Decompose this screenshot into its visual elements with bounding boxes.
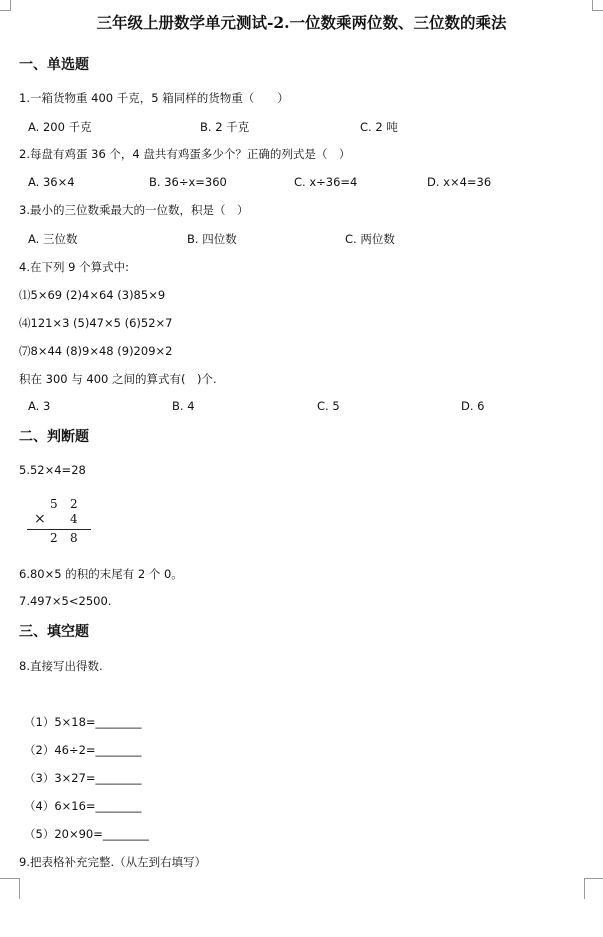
q8-item-5[interactable]: （5）20×90=________ xyxy=(24,827,149,841)
q1-option-a[interactable]: A. 200 千克 xyxy=(28,120,92,134)
crop-mark-bottom-right xyxy=(584,878,603,899)
q2-option-a[interactable]: A. 36×4 xyxy=(28,175,75,189)
q3-option-b[interactable]: B. 四位数 xyxy=(187,232,237,246)
q2-option-b[interactable]: B. 36÷x=360 xyxy=(149,175,227,189)
q8-item-2[interactable]: （2）46÷2=________ xyxy=(24,743,142,757)
q8-item-1[interactable]: （1）5×18=________ xyxy=(24,715,142,729)
section-heading-true-false: 二、判断题 xyxy=(19,429,89,445)
q1-option-c[interactable]: C. 2 吨 xyxy=(360,120,398,134)
question-5: 5.52×4=28 xyxy=(19,463,86,477)
q4-option-b[interactable]: B. 4 xyxy=(172,399,195,413)
product-tens-digit: 2 xyxy=(50,531,58,545)
q8-item-4[interactable]: （4）6×16=________ xyxy=(24,799,142,813)
multiplicand-tens-digit: 5 xyxy=(50,497,58,511)
q8-item-3[interactable]: （3）3×27=________ xyxy=(24,771,142,785)
page-title: 三年级上册数学单元测试-2.一位数乘两位数、三位数的乘法 xyxy=(96,13,507,32)
question-7: 7.497×5<2500. xyxy=(19,594,112,608)
q2-option-c[interactable]: C. x÷36=4 xyxy=(294,175,358,189)
question-6: 6.80×5 的积的末尾有 2 个 0。 xyxy=(19,567,183,581)
q4-question: 积在 300 与 400 之间的算式有( )个. xyxy=(19,372,217,386)
question-2: 2.每盘有鸡蛋 36 个，4 盘共有鸡蛋多少个？正确的列式是（ ） xyxy=(19,147,351,161)
crop-mark-bottom-left xyxy=(0,878,20,899)
question-1: 1.一箱货物重 400 千克，5 箱同样的货物重（ ） xyxy=(19,91,289,105)
q4-option-d[interactable]: D. 6 xyxy=(461,399,485,413)
q1-option-b[interactable]: B. 2 千克 xyxy=(200,120,250,134)
product-ones-digit: 8 xyxy=(70,531,78,545)
section-heading-single-choice: 一、单选题 xyxy=(19,57,89,73)
q4-expressions-row-3: ⑺8×44 (8)9×48 (9)209×2 xyxy=(19,344,173,358)
result-line xyxy=(27,529,91,530)
q3-option-a[interactable]: A. 三位数 xyxy=(28,232,78,246)
question-4: 4.在下列 9 个算式中: xyxy=(19,260,129,274)
question-9: 9.把表格补充完整.（从左到右填写） xyxy=(19,855,207,869)
q3-option-c[interactable]: C. 两位数 xyxy=(345,232,395,246)
q2-option-d[interactable]: D. x×4=36 xyxy=(427,175,492,189)
q4-option-a[interactable]: A. 3 xyxy=(28,399,51,413)
question-8: 8.直接写出得数. xyxy=(19,659,103,673)
q4-expressions-row-1: ⑴5×69 (2)4×64 (3)85×9 xyxy=(19,288,166,302)
multiplicand-ones-digit: 2 xyxy=(70,497,78,511)
question-3: 3.最小的三位数乘最大的一位数，积是（ ） xyxy=(19,203,249,217)
q4-option-c[interactable]: C. 5 xyxy=(317,399,340,413)
section-heading-fill-in: 三、填空题 xyxy=(19,624,89,640)
times-sign: × xyxy=(34,511,46,527)
q4-expressions-row-2: ⑷121×3 (5)47×5 (6)52×7 xyxy=(19,316,173,330)
crop-mark-top-right xyxy=(592,0,603,11)
multiplier-digit: 4 xyxy=(70,512,78,526)
crop-mark-top-left xyxy=(0,0,11,11)
